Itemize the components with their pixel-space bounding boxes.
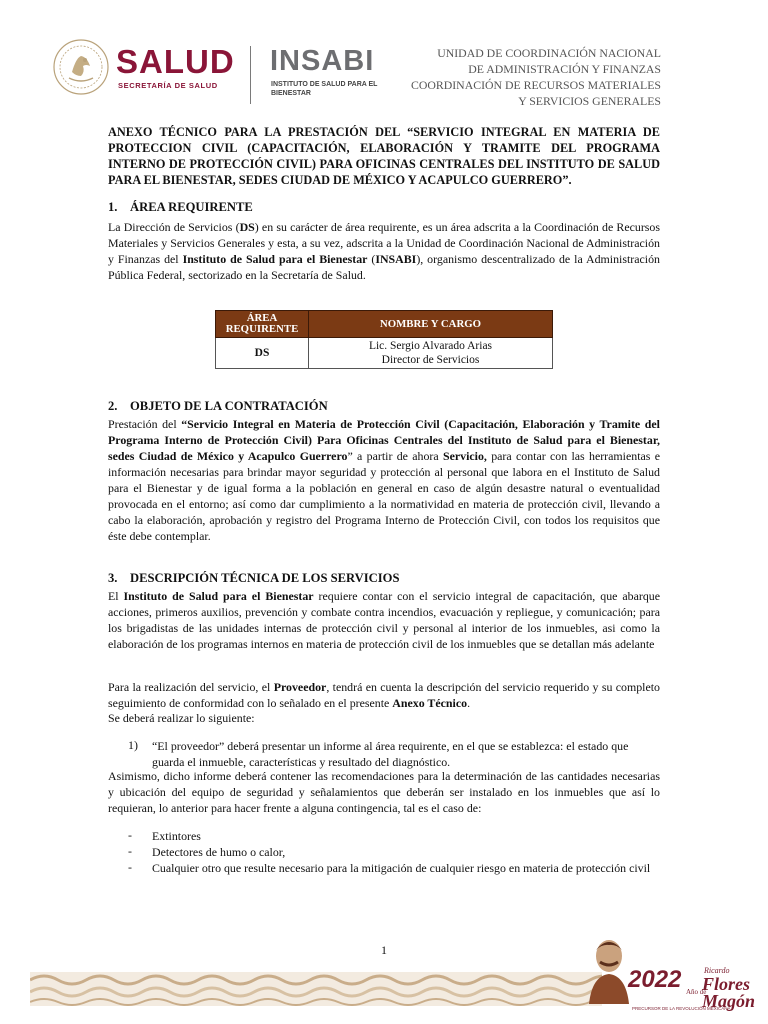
header-unit-name — [411, 45, 661, 109]
table-row — [216, 338, 553, 369]
section-number: 3. — [108, 571, 118, 585]
bullet-item: Cualquier otro que resulte necesario para la mitigación de cualquier riesgo en materia de protección civil — [152, 861, 651, 875]
footer-year-label: Año de — [686, 988, 707, 996]
document-title: ANEXO TÉCNICO PARA LA PRESTACIÓN DEL “SERVICIO INTEGRAL EN MATERIA DE PROTECCION CIVIL (CAPACITACIÓN, ELABORACIÓN Y TRAMITE DEL PROGRAMA INTERNO DE PROTECCIÓN CIVIL) PARA OFICINAS CENTRALES DEL INSTITUTO DE SALUD PARA EL BIENESTAR, SEDES CIUDAD DE MÉXICO Y ACAPULCO GUERRERO”. — [108, 125, 660, 187]
section-title: OBJETO DE LA CONTRATACIÓN — [130, 399, 328, 413]
footer-first-name: Ricardo — [704, 966, 730, 975]
section-1-heading — [108, 200, 253, 215]
responsible-name: Lic. Sergio Alvarado Arias — [368, 340, 493, 352]
section-number: 1. — [108, 200, 118, 214]
portrait-illustration-icon — [586, 936, 632, 1004]
bullet-item: Extintores — [152, 829, 201, 843]
footer-caption: PRECURSOR DE LA REVOLUCIÓN MEXICANA — [632, 1006, 731, 1011]
bullet-mark: - — [128, 860, 132, 874]
section-3-heading — [108, 571, 399, 586]
section-3-paragraph-2: Para la realización del servicio, el Proveedor, tendrá en cuenta la descripción del servicio requerido y su completo seguimiento de conformidad con lo señalado en el presente Anexo Técnico. — [108, 680, 661, 710]
footer-honoree-name: Flores Magón — [702, 974, 756, 1011]
requesting-area-table — [215, 310, 553, 369]
section-3-paragraph-4: Asimismo, dicho informe deberá contener las recomendaciones para la determinación de las cantidades necesarias y ubicación del equipo de seguridad y señalamientos que deberán ser instalado en los inmuebles que así lo requieran, lo anterior para hacer frente a alguna contingencia, tal es el caso de: — [108, 769, 660, 815]
insabi-logo-subtitle: INSTITUTO DE SALUD PARA EL BIENESTAR — [271, 81, 378, 97]
insabi-logo-text: INSABI — [270, 45, 375, 77]
salud-logo-subtitle: SECRETARÍA DE SALUD — [118, 81, 218, 90]
footer-year: 2022 — [628, 966, 682, 993]
header-line: COORDINACIÓN DE RECURSOS MATERIALES — [410, 78, 661, 92]
bullet-mark: - — [128, 844, 132, 858]
responsible-role: Director de Servicios — [381, 354, 480, 366]
section-1-paragraph: La Dirección de Servicios (DS) en su carácter de área requirente, es un área adscrita a la Coordinación de Recursos Materiales y Servicios Generales y esta, a su vez, adscrita a la Unidad de Coordinación Nacional de Administración y Finanzas del Instituto de Salud para el Bienestar (INSABI), organismo descentralizado de la Administración Pública Federal, sectorizado en la Secretaría de Salud. — [108, 220, 660, 282]
salud-logo-text: SALUD — [116, 43, 235, 80]
decorative-footer-band — [30, 972, 602, 1006]
section-2-heading — [108, 399, 328, 414]
bullet-mark: - — [128, 828, 132, 842]
section-3-paragraph-1: El Instituto de Salud para el Bienestar requiere contar con el servicio integral de capacitación, que abarque acciones, primeros auxilios, prevención y combate contra incendios, evacuación y repliegue, y comunicación; para los brigadistas de las unidades internas de protección civil y personal al interior de los inmuebles, asi como la elaboración de los programas internos en materia de protección civil de los inmuebles que se detallan más adelante — [108, 589, 661, 651]
list-item-number: 1) — [128, 738, 138, 752]
table-cell-area: DS — [216, 338, 309, 369]
header-line: Y SERVICIOS GENERALES — [518, 94, 661, 108]
header-line: DE ADMINISTRACIÓN Y FINANZAS — [468, 62, 661, 76]
bullet-item: Detectores de humo o calor, — [152, 845, 286, 859]
table-header-area: ÁREA REQUIRENTE — [216, 311, 309, 338]
table-cell-name-role — [309, 338, 553, 369]
table-header-name: NOMBRE Y CARGO — [309, 311, 553, 338]
section-2-paragraph: Prestación del “Servicio Integral en Materia de Protección Civil (Capacitación, Elaboración y Tramite del Programa Interno de Protección Civil) Para Oficinas Centrales del Instituto de Salud para el Bienestar, sedes Ciudad de México y Acapulco Guerrero” a partir de ahora Servicio, para contar con las herramientas e información necesarias para brindar mayor seguridad y protección al personal que labora en el Instituto de Salud para el Bienestar y de igual forma a la población en general en caso de algún desastre natural o eventualidad provocada en el entorno; así como dar cumplimiento a la normatividad en materia de protección civil, llevando a cabo la elaboración, aprobación y registro del Programa Interno de Protección Civil, con todos los requisitos que éste debe contemplar. — [108, 417, 660, 543]
section-3-paragraph-3: Se deberá realizar lo siguiente: — [108, 711, 255, 725]
logo-divider — [250, 46, 251, 104]
section-number: 2. — [108, 399, 118, 413]
list-item-text: “El proveedor” deberá presentar un informe al área requirente, en el que se establezca: el estado que guarda el inmueble, características y resultado del diagnóstico. — [152, 739, 629, 769]
header-line: UNIDAD DE COORDINACIÓN NACIONAL — [437, 46, 661, 60]
section-title: ÁREA REQUIRENTE — [130, 200, 253, 214]
table-header-row — [216, 311, 553, 338]
national-seal-logo — [52, 38, 110, 96]
section-title: DESCRIPCIÓN TÉCNICA DE LOS SERVICIOS — [130, 571, 400, 585]
page-number: 1 — [381, 943, 387, 957]
